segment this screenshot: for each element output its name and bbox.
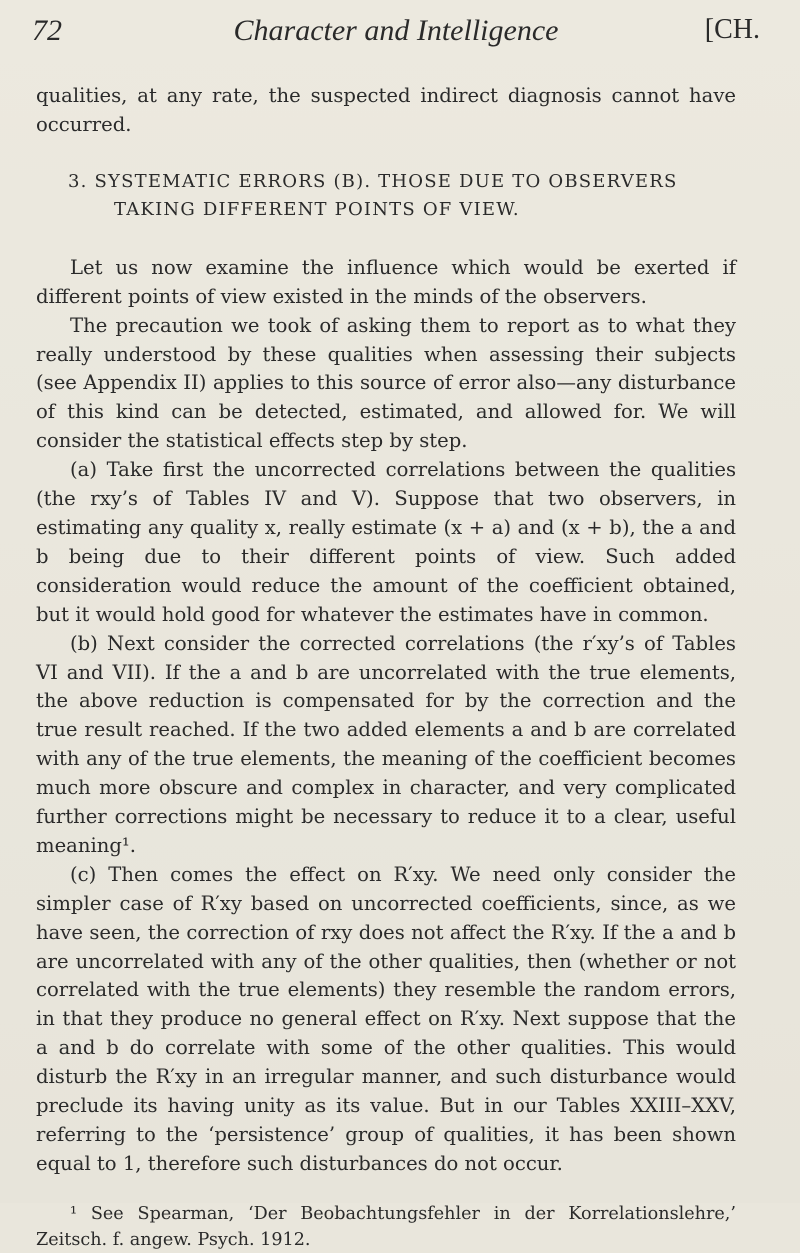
section-heading-line2: TAKING DIFFERENT POINTS OF VIEW.	[114, 198, 520, 220]
running-title: Character and Intelligence	[233, 14, 559, 47]
body-text	[36, 82, 736, 1253]
running-header	[32, 14, 760, 54]
section-heading	[36, 168, 736, 224]
paragraph-c: (c) Then comes the effect on R′xy. We need only consider the simpler case of R′xy based on uncorrected coefficients, since, as we have seen, the correction of rxy does not affect the R′xy. If the a and b are uncorrelated with any of the other qualities, then (whether or not correlated with the true elements) they resemble the random errors, in that they produce no general effect on R′xy. Next suppose that the a and b do correlate with some of the other qualities. This would disturb the R′xy in an irregular manner, and such disturbance would preclude its having unity as its value. But in our Tables XXIII–XXV, referring to the ‘persistence’ group of qualities, it has been shown equal to 1, therefore such disturbances do not occur.	[36, 862, 736, 1175]
opening-paragraph: qualities, at any rate, the suspected indirect diagnosis cannot have occurred.	[36, 84, 736, 136]
section-heading-line1: 3. SYSTEMATIC ERRORS (B). THOSE DUE TO OBSERVERS	[68, 170, 678, 192]
paragraph-2: The precaution we took of asking them to report as to what they really understood by these qualities when assessing their subjects (see Appendix II) applies to this source of error also—any disturbance of this kind can be detected, estimated, and allowed for. We will consider the statistical effects step by step.	[36, 313, 736, 453]
paragraph-1: Let us now examine the influence which would be exerted if different points of view existed in the minds of the observers.	[36, 255, 736, 308]
paragraph-a: (a) Take first the uncorrected correlations between the qualities (the rxy’s of Tables IV and V). Suppose that two observers, in estimating any quality x, really estimate (x + a) and (x + b), the a and b being due to their different points of view. Such added consideration would reduce the amount of the coefficient obtained, but it would hold good for whatever the estimates have in common.	[36, 458, 736, 626]
chapter-marker: [CH.	[704, 14, 760, 45]
paragraph-b: (b) Next consider the corrected correlations (the r′xy’s of Tables VI and VII). If the a and b are uncorrelated with the true elements, the above reduction is compensated for by the correction and the true result reached. If the two added elements a and b are correlated with any of the true elements, the meaning of the coefficient becomes much more obscure and complex in character, and very complicated further corrections might be necessary to reduce it to a clear, useful meaning¹.	[36, 631, 736, 857]
page-number: 72	[32, 14, 62, 47]
footnote: ¹ See Spearman, ‘Der Beobachtungsfehler in der Korrelationslehre,’ Zeitsch. f. angew. Psych. 1912.	[36, 1203, 736, 1250]
